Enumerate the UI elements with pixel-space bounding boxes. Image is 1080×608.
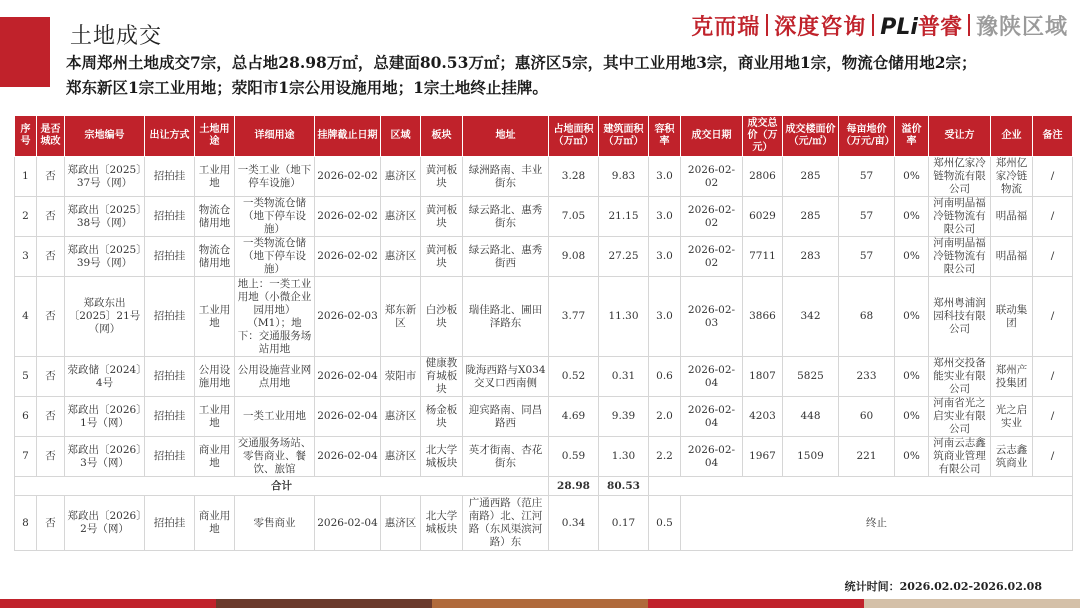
cell-use: 物流仓储用地 [195, 237, 235, 277]
column-header: 成交楼面价（元/㎡） [783, 116, 839, 157]
table-row [15, 397, 1073, 437]
cell-gfa: 11.30 [599, 277, 649, 357]
brand-header [691, 10, 1068, 40]
cell-total: 3866 [743, 277, 783, 357]
cell-mu: 57 [839, 237, 895, 277]
cell-redev: 否 [37, 277, 65, 357]
cell-note: / [1033, 357, 1073, 397]
total-gfa: 80.53 [599, 477, 649, 496]
column-header: 企业 [991, 116, 1033, 157]
column-header: 容积率 [649, 116, 681, 157]
status-terminated: 终止 [681, 496, 1073, 551]
cell-address: 英才街南、杏花街东 [463, 437, 549, 477]
cell-note: / [1033, 437, 1073, 477]
cell-no: 8 [15, 496, 37, 551]
cell-deadline: 2026-02-02 [315, 157, 381, 197]
cell-use: 工业用地 [195, 277, 235, 357]
cell-detail: 公用设施营业网点用地 [235, 357, 315, 397]
cell-note: / [1033, 157, 1073, 197]
cell-buyer: 河南明晶福冷链物流有限公司 [929, 197, 991, 237]
cell-far: 2.2 [649, 437, 681, 477]
cell-date: 2026-02-04 [681, 397, 743, 437]
cell-far: 3.0 [649, 157, 681, 197]
column-header: 建筑面积（万㎡） [599, 116, 649, 157]
cell-code: 荥政储〔2024〕4号 [65, 357, 145, 397]
cell-no: 3 [15, 237, 37, 277]
cell-method: 招拍挂 [145, 157, 195, 197]
cell-use: 公用设施用地 [195, 357, 235, 397]
cell-buyer: 郑州交投备能实业有限公司 [929, 357, 991, 397]
table-row [15, 437, 1073, 477]
cell-buyer: 郑州粤浦润园科技有限公司 [929, 277, 991, 357]
land-transaction-table [14, 115, 1073, 551]
cell-far: 0.6 [649, 357, 681, 397]
cell-total: 1967 [743, 437, 783, 477]
cell-district: 惠济区 [381, 496, 421, 551]
cell-sector: 北大学城板块 [421, 437, 463, 477]
cell-sector: 白沙板块 [421, 277, 463, 357]
cell-district: 惠济区 [381, 397, 421, 437]
cell-district: 惠济区 [381, 197, 421, 237]
cell-district: 荥阳市 [381, 357, 421, 397]
cell-district: 惠济区 [381, 157, 421, 197]
column-header: 出让方式 [145, 116, 195, 157]
cell-deadline: 2026-02-02 [315, 237, 381, 277]
column-header: 挂牌截止日期 [315, 116, 381, 157]
cell-method: 招拍挂 [145, 437, 195, 477]
column-header: 序号 [15, 116, 37, 157]
cell-address: 绿云路北、惠秀街东 [463, 197, 549, 237]
cell-no: 4 [15, 277, 37, 357]
cell-date: 2026-02-02 [681, 237, 743, 277]
cell-mu: 233 [839, 357, 895, 397]
cell-no: 5 [15, 357, 37, 397]
title-accent-block [0, 17, 50, 87]
cell-method: 招拍挂 [145, 237, 195, 277]
cell-deadline: 2026-02-04 [315, 397, 381, 437]
cell-total: 1807 [743, 357, 783, 397]
column-header: 区域 [381, 116, 421, 157]
cell-company: 明晶福 [991, 197, 1033, 237]
cell-redev: 否 [37, 237, 65, 277]
cell-code: 郑政东出〔2025〕21号（网） [65, 277, 145, 357]
cell-code: 郑政出〔2026〕3号（网） [65, 437, 145, 477]
cell-sector: 黄河板块 [421, 157, 463, 197]
cell-redev: 否 [37, 437, 65, 477]
cell-code: 郑政出〔2025〕37号（网） [65, 157, 145, 197]
table-row [15, 157, 1073, 197]
cell-date: 2026-02-04 [681, 357, 743, 397]
cell-redev: 否 [37, 357, 65, 397]
cell-deadline: 2026-02-03 [315, 277, 381, 357]
cell-redev: 否 [37, 397, 65, 437]
cell-detail: 一类工业用地 [235, 397, 315, 437]
cell-code: 郑政出〔2025〕39号（网） [65, 237, 145, 277]
cell-district: 惠济区 [381, 437, 421, 477]
cell-total: 4203 [743, 397, 783, 437]
cell-method: 招拍挂 [145, 357, 195, 397]
cell-far: 3.0 [649, 197, 681, 237]
column-header: 板块 [421, 116, 463, 157]
brand-separator [968, 14, 970, 36]
column-header: 溢价率 [895, 116, 929, 157]
cell-premium: 0% [895, 357, 929, 397]
cell-gfa: 9.83 [599, 157, 649, 197]
cell-note: / [1033, 277, 1073, 357]
cell-date: 2026-02-02 [681, 197, 743, 237]
cell-gfa: 27.25 [599, 237, 649, 277]
table-row-terminated [15, 496, 1073, 551]
cell-code: 郑政出〔2025〕38号（网） [65, 197, 145, 237]
bar-segment [216, 599, 432, 608]
cell-premium: 0% [895, 277, 929, 357]
table-row [15, 237, 1073, 277]
cell-sector: 黄河板块 [421, 197, 463, 237]
cell-redev: 否 [37, 157, 65, 197]
total-area: 28.98 [549, 477, 599, 496]
summary-text [66, 50, 1066, 100]
cell-total: 6029 [743, 197, 783, 237]
cell-area: 4.69 [549, 397, 599, 437]
cell-note: / [1033, 397, 1073, 437]
cell-floor: 342 [783, 277, 839, 357]
cell-method: 招拍挂 [145, 197, 195, 237]
cell-floor: 1509 [783, 437, 839, 477]
table-header-row [15, 116, 1073, 157]
cell-deadline: 2026-02-02 [315, 197, 381, 237]
purui-logo: PLi普睿 [880, 14, 962, 40]
cell-total: 7711 [743, 237, 783, 277]
cell-code: 郑政出〔2026〕2号（网） [65, 496, 145, 551]
cell-no: 1 [15, 157, 37, 197]
cell-address: 陇海西路与X034交叉口西南侧 [463, 357, 549, 397]
cell-premium: 0% [895, 197, 929, 237]
cell-district: 惠济区 [381, 237, 421, 277]
cell-far: 3.0 [649, 277, 681, 357]
bar-segment [648, 599, 864, 608]
cell-company: 云志鑫筑商业 [991, 437, 1033, 477]
cell-address: 广通西路（范庄南路）北、江河路（东风渠滨河路）东 [463, 496, 549, 551]
cell-buyer: 郑州亿家冷链物流有限公司 [929, 157, 991, 197]
cell-sector: 黄河板块 [421, 237, 463, 277]
brand-separator [872, 14, 874, 36]
cell-buyer: 河南云志鑫筑商业管理有限公司 [929, 437, 991, 477]
cell-area: 0.59 [549, 437, 599, 477]
cell-detail: 一类物流仓储（地下停车设施） [235, 237, 315, 277]
cell-area: 0.34 [549, 496, 599, 551]
brand-region: 豫陕区域 [975, 14, 1068, 40]
cell-code: 郑政出〔2026〕1号（网） [65, 397, 145, 437]
column-header: 是否城改 [37, 116, 65, 157]
cell-mu: 57 [839, 157, 895, 197]
cell-floor: 285 [783, 157, 839, 197]
cell-date: 2026-02-03 [681, 277, 743, 357]
cell-floor: 283 [783, 237, 839, 277]
cell-use: 工业用地 [195, 157, 235, 197]
cell-company: 郑州亿家冷链物流 [991, 157, 1033, 197]
cell-company: 光之启实业 [991, 397, 1033, 437]
cell-gfa: 0.31 [599, 357, 649, 397]
cell-detail: 地上：一类工业用地（小微企业园用地）（M1）；地下：交通服务场站用地 [235, 277, 315, 357]
cell-gfa: 0.17 [599, 496, 649, 551]
cell-detail: 一类工业（地下停车设施） [235, 157, 315, 197]
cell-sector: 健康教育城板块 [421, 357, 463, 397]
cell-method: 招拍挂 [145, 496, 195, 551]
column-header: 地址 [463, 116, 549, 157]
cell-address: 瑞佳路北、圃田泽路东 [463, 277, 549, 357]
cell-far: 2.0 [649, 397, 681, 437]
column-header: 每亩地价（万元/亩） [839, 116, 895, 157]
cell-address: 绿云路北、惠秀街西 [463, 237, 549, 277]
cell-district: 郑东新区 [381, 277, 421, 357]
cell-premium: 0% [895, 157, 929, 197]
table-row [15, 197, 1073, 237]
cell-floor: 285 [783, 197, 839, 237]
cell-premium: 0% [895, 397, 929, 437]
cell-use: 商业用地 [195, 496, 235, 551]
cell-note: / [1033, 197, 1073, 237]
page-title: 土地成交 [70, 24, 163, 49]
cell-far: 0.5 [649, 496, 681, 551]
brand-name-consulting: 深度咨询 [774, 14, 867, 40]
cell-detail: 一类物流仓储（地下停车设施） [235, 197, 315, 237]
cell-note: / [1033, 237, 1073, 277]
total-row [15, 477, 1073, 496]
cell-area: 3.77 [549, 277, 599, 357]
cell-area: 9.08 [549, 237, 599, 277]
cell-company: 联动集团 [991, 277, 1033, 357]
cell-company: 郑州产投集团 [991, 357, 1033, 397]
cell-method: 招拍挂 [145, 397, 195, 437]
cell-deadline: 2026-02-04 [315, 437, 381, 477]
cell-total: 2806 [743, 157, 783, 197]
column-header: 备注 [1033, 116, 1073, 157]
cell-mu: 221 [839, 437, 895, 477]
cell-use: 物流仓储用地 [195, 197, 235, 237]
cell-no: 6 [15, 397, 37, 437]
column-header: 占地面积（万㎡） [549, 116, 599, 157]
cell-far: 3.0 [649, 237, 681, 277]
cell-area: 0.52 [549, 357, 599, 397]
column-header: 成交总价（万元） [743, 116, 783, 157]
cell-date: 2026-02-04 [681, 437, 743, 477]
cell-sector: 杨金板块 [421, 397, 463, 437]
cell-address: 绿洲路南、丰业街东 [463, 157, 549, 197]
table-row [15, 357, 1073, 397]
cell-redev: 否 [37, 496, 65, 551]
cell-detail: 零售商业 [235, 496, 315, 551]
column-header: 土地用途 [195, 116, 235, 157]
summary-line-1: 本周郑州土地成交7宗，总占地28.98万㎡，总建面80.53万㎡；惠济区5宗，其中工业用地3宗，商业用地1宗，物流仓储用地2宗； [66, 53, 977, 72]
cell-redev: 否 [37, 197, 65, 237]
cell-premium: 0% [895, 437, 929, 477]
cell-mu: 60 [839, 397, 895, 437]
cell-deadline: 2026-02-04 [315, 496, 381, 551]
cell-mu: 68 [839, 277, 895, 357]
column-header: 受让方 [929, 116, 991, 157]
bar-segment [0, 599, 216, 608]
total-label: 合计 [15, 477, 549, 496]
cell-premium: 0% [895, 237, 929, 277]
cell-no: 2 [15, 197, 37, 237]
column-header: 宗地编号 [65, 116, 145, 157]
cell-address: 迎宾路南、同昌路西 [463, 397, 549, 437]
stats-period: 统计时间：2026.02.02-2026.02.08 [844, 580, 1042, 593]
cell-no: 7 [15, 437, 37, 477]
cell-gfa: 9.39 [599, 397, 649, 437]
cell-date: 2026-02-02 [681, 157, 743, 197]
bar-segment [864, 599, 1080, 608]
cell-detail: 交通服务场站、零售商业、餐饮、旅馆 [235, 437, 315, 477]
brand-name-cric: 克而瑞 [691, 14, 761, 40]
cell-company: 明晶福 [991, 237, 1033, 277]
cell-mu: 57 [839, 197, 895, 237]
cell-gfa: 1.30 [599, 437, 649, 477]
cell-area: 3.28 [549, 157, 599, 197]
summary-line-2: 郑东新区1宗工业用地；荥阳市1宗公用设施用地；1宗土地终止挂牌。 [66, 78, 548, 97]
column-header: 成交日期 [681, 116, 743, 157]
brand-separator [766, 14, 768, 36]
cell-use: 商业用地 [195, 437, 235, 477]
table-row [15, 277, 1073, 357]
cell-method: 招拍挂 [145, 277, 195, 357]
total-empty [649, 477, 1073, 496]
cell-deadline: 2026-02-04 [315, 357, 381, 397]
bar-segment [432, 599, 648, 608]
column-header: 详细用途 [235, 116, 315, 157]
cell-buyer: 河南明晶福冷链物流有限公司 [929, 237, 991, 277]
cell-sector: 北大学城板块 [421, 496, 463, 551]
cell-floor: 448 [783, 397, 839, 437]
cell-area: 7.05 [549, 197, 599, 237]
cell-buyer: 河南省光之启实业有限公司 [929, 397, 991, 437]
cell-gfa: 21.15 [599, 197, 649, 237]
cell-use: 工业用地 [195, 397, 235, 437]
cell-floor: 5825 [783, 357, 839, 397]
bottom-color-bar [0, 599, 1080, 608]
